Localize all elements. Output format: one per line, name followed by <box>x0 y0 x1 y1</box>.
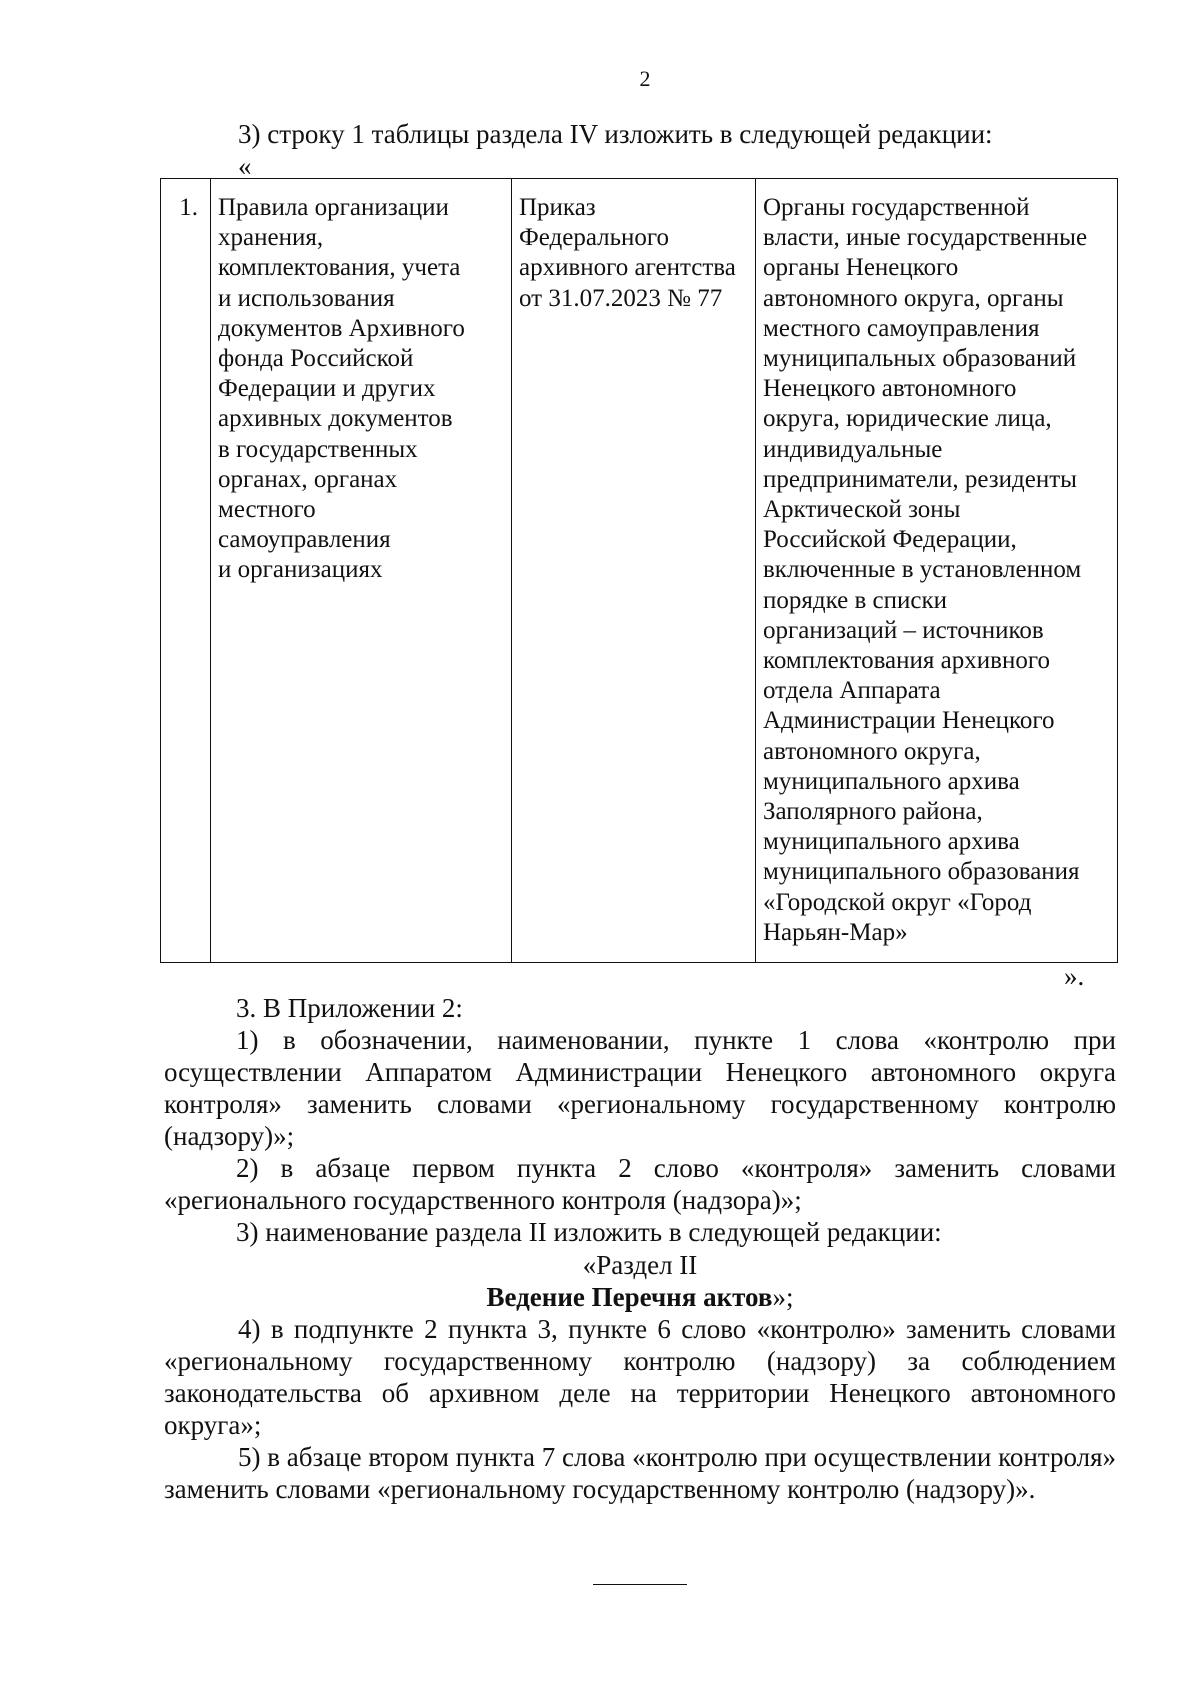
subjects-line: Заполярного района, <box>763 798 983 826</box>
document-title-cell <box>211 179 512 963</box>
subjects-cell <box>756 179 1118 963</box>
subjects-line: округа, юридические лица, <box>763 405 1052 433</box>
normative-act-line: от 31.07.2023 № 77 <box>519 284 723 312</box>
subjects-line: муниципального архива <box>763 828 1020 856</box>
document-title-line: в государственных <box>218 435 418 463</box>
amendment-table <box>160 178 1118 963</box>
subjects-line: индивидуальные <box>763 435 943 463</box>
subjects-line: Арктической зоны <box>763 496 961 524</box>
intro-line: 3) строку 1 таблицы раздела IV изложить в следующей редакции: <box>238 119 993 149</box>
document-title-line: Федерации и других <box>218 375 436 403</box>
subjects-line: органы Ненецкого <box>763 254 959 282</box>
section-title-tail: »; <box>772 1282 794 1312</box>
subjects-line: Органы государственной <box>763 194 1030 221</box>
document-title-line: местного <box>218 496 316 524</box>
item-1-paragraph: 1) в обозначении, наименовании, пункте 1 слова «контролю при осуществлении Аппаратом Администрации Ненецкого автономного округа контроля» заменить словами «региональному государственному контролю (надзору)»; <box>164 1025 1116 1151</box>
subjects-line: Ненецкого автономного <box>763 375 1017 403</box>
subjects-line: автономного округа, <box>763 737 981 765</box>
subjects-line: включенные в установленном <box>763 556 1082 584</box>
subjects-line: комплектования архивного <box>763 647 1050 675</box>
page-number: 2 <box>639 66 651 91</box>
section-3-heading: 3. В Приложении 2: <box>236 993 463 1023</box>
subjects-line: «Городской округ «Город <box>763 888 1032 916</box>
document-title-line: органах, органах <box>218 465 398 493</box>
document-title-line: комплектования, учета <box>218 254 461 282</box>
normative-act-line: Приказ <box>519 194 596 221</box>
subjects-line: власти, иные государственные <box>763 224 1088 252</box>
subjects-line: Администрации Ненецкого <box>763 707 1055 735</box>
open-quote: « <box>238 151 252 181</box>
section-title-line-2 <box>164 1281 1116 1313</box>
normative-act-line: Федерального <box>519 224 670 252</box>
item-5-paragraph: 5) в абзаце втором пункта 7 слова «контролю при осуществлении контроля» заменить словами «региональному государственному контролю (надзору)». <box>164 1442 1116 1504</box>
row-number-cell <box>161 179 211 963</box>
document-title-line: Правила организации <box>218 194 449 221</box>
section-title-bold: Ведение Перечня актов <box>486 1282 773 1312</box>
document-title-line: документов Архивного <box>218 314 465 342</box>
row-number: 1. <box>179 194 198 221</box>
subjects-line: местного самоуправления <box>763 314 1040 342</box>
document-title-line: самоуправления <box>218 526 391 554</box>
item-4-paragraph: 4) в подпункте 2 пункта 3, пункте 6 слово «контролю» заменить словами «региональному государственному контролю (надзору) за соблюдением законодательства об архивном деле на территории Ненецкого автономного округа»; <box>164 1314 1116 1440</box>
subjects-line: муниципального образования <box>763 858 1080 886</box>
normative-act-line: архивного агентства <box>519 254 736 282</box>
item-2-paragraph: 2) в абзаце первом пункта 2 слово «контроля» заменить словами «регионального государственного контроля (надзора)»; <box>164 1153 1116 1215</box>
document-title-line: и организациях <box>218 556 383 584</box>
subjects-line: автономного округа, органы <box>763 284 1064 312</box>
close-quote: ». <box>1064 961 1085 991</box>
subjects-line: отдела Аппарата <box>763 677 941 705</box>
table-row <box>161 179 1118 963</box>
subjects-line: предприниматели, резиденты <box>763 465 1077 493</box>
end-rule <box>593 1584 687 1585</box>
document-title-line: архивных документов <box>218 405 453 433</box>
subjects-line: муниципального архива <box>763 767 1020 795</box>
document-title-line: фонда Российской <box>218 345 414 373</box>
item-3-paragraph: 3) наименование раздела II изложить в следующей редакции: <box>236 1217 942 1247</box>
document-title-line: и использования <box>218 284 395 312</box>
subjects-line: муниципальных образований <box>763 345 1077 373</box>
subjects-line: организаций – источников <box>763 616 1044 644</box>
subjects-line: порядке в списки <box>763 586 947 614</box>
document-title-line: хранения, <box>218 224 324 252</box>
subjects-line: Российской Федерации, <box>763 526 1017 554</box>
section-title-line-1: «Раздел II <box>582 1250 698 1280</box>
normative-act-cell <box>512 179 756 963</box>
subjects-line: Нарьян-Мар» <box>763 918 908 946</box>
